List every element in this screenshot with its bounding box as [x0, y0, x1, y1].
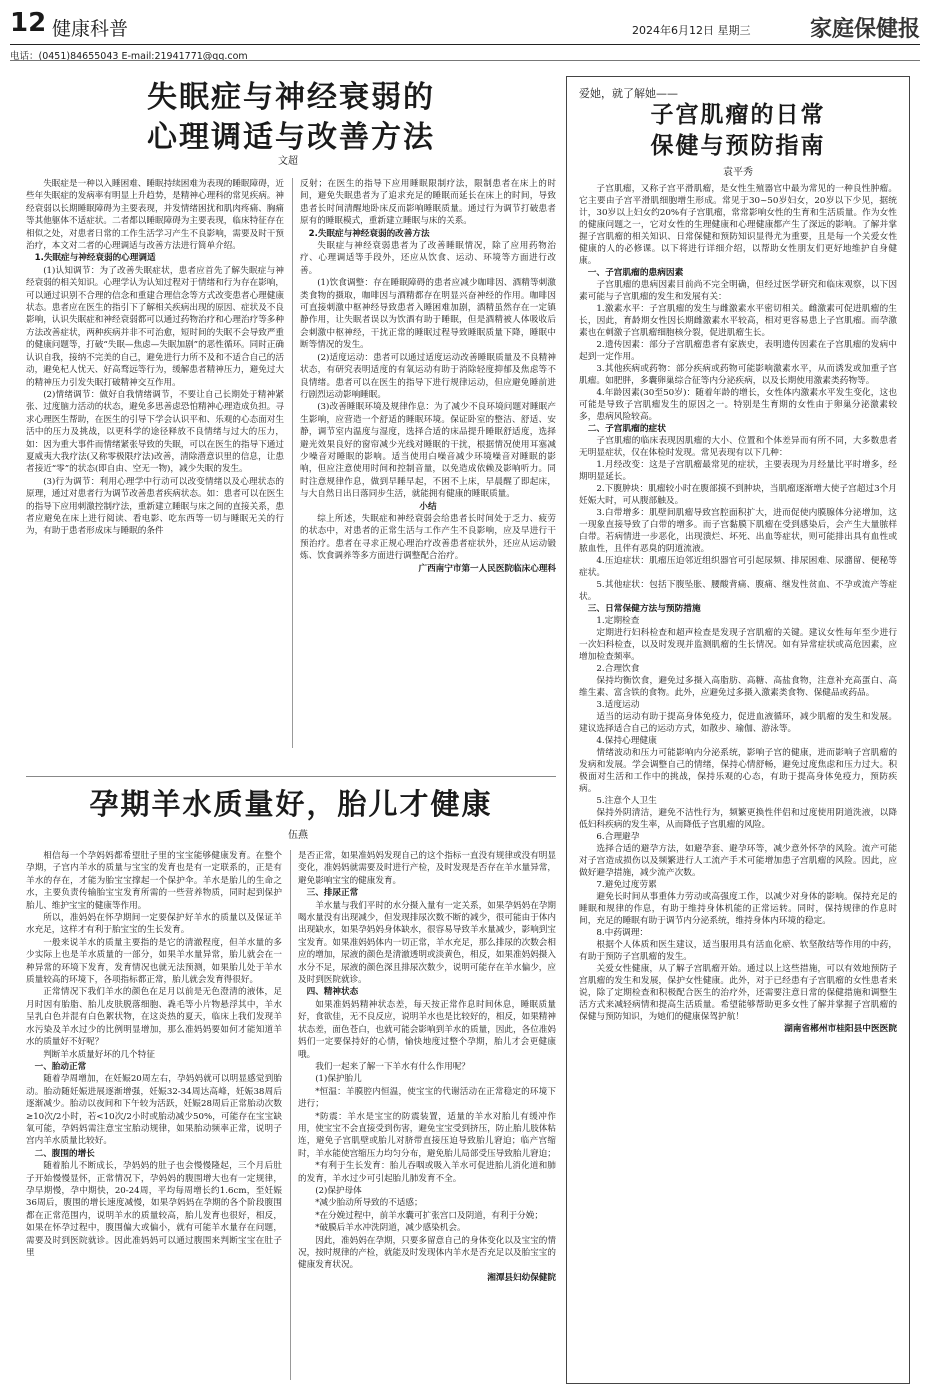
section-heading: 四、精神状态	[306, 987, 359, 998]
page-header	[10, 8, 920, 48]
paragraph: 5.注意个人卫生	[596, 796, 657, 806]
article-byline: 袁平秀	[723, 167, 753, 178]
paragraph: 所以，准妈妈在怀孕期间一定要保护好羊水的质量以及保证羊水充足，这样才有利于胎宝宝的生长发育。	[26, 913, 282, 936]
contact-line: 电话：(0451)84655043 E-mail:21941771@qq.com	[10, 51, 248, 62]
paragraph: 失眠症与神经衰弱患者为了改善睡眠情况，除了应用药物治疗、心理调适等手段外，还应从饮食、运动、环境等方面进行改善。	[300, 241, 556, 276]
section-heading: 一、胎动正常	[34, 1061, 87, 1072]
contact-rule	[10, 60, 920, 61]
paragraph: 因此，准妈妈在孕期，只要多留意自己的身体变化以及宝宝的情况，按时规律的产检，就能及时发现体内羊水是否充足以及胎宝宝的健康发育状况。	[298, 1235, 556, 1271]
section-name: 健康科普	[52, 18, 129, 40]
section-heading: 2.失眠症与神经衰弱的改善方法	[308, 228, 430, 239]
paragraph: 子宫肌瘤的临床表现因肌瘤的大小、位置和个体差异而有所不同，大多数患者无明显症状，仅在体检时发现。常见表现有以下几种：	[579, 436, 897, 458]
paragraph: 随着孕周增加，在妊娠20周左右，孕妈妈就可以明显感觉到胎动。胎动随妊娠进展逐渐增强，妊娠32-34周达高峰，妊娠38周后逐渐减少。胎动以夜间和下午较为活跃，妊娠28周后正常胎动次数≥10次/2小时，若<10次/2小时或胎动减少50%，可能存在宝宝缺氧可能，孕妈妈需注意宝宝胎动规律，如果胎动频率正常，说明子宫内羊水质量比较好。	[26, 1074, 282, 1147]
paragraph: 1.月经改变：这是子宫肌瘤最常见的症状，主要表现为月经量比平时增多，经期明显延长。	[579, 460, 897, 482]
paragraph: 如果准妈妈精神状态差，每天按正常作息时间休息，睡眠质量好，食欲佳，无不良反应，说明羊水也是比较好的，相反，如果精神状态差，面色苍白，也就可能会影响到羊水的质量，因此，各位准妈妈们一定要保持好的心情，愉快地度过整个孕期，胎儿才会更健康哦。	[298, 999, 556, 1060]
paragraph: 适当的运动有助于提高身体免疫力，促进血液循环，减少肌瘤的发生和发展。建议选择适合自己的运动方式，如散步、瑜伽、游泳等。	[579, 712, 897, 734]
article-columns	[26, 850, 556, 1384]
paragraph: 子宫肌瘤，又称子宫平滑肌瘤，是女性生殖器官中最为常见的一种良性肿瘤。它主要由子宫平滑肌细胞增生形成。常见于30~50岁妇女，20岁以下少见，据统计，30岁以上妇女约20%有子宫肌瘤，常常影响女性的生育和生活质量。作为女性的健康问题之一，它对女性的生理健康和心理健康都产生了深远的影响。了解并掌握子宫肌瘤的相关知识、日常保健和预防知识显得尤为重要，且是每一个关爱女性健康的人的必修课。以下将进行详细介绍，以帮助女性朋友们更好地维护自身健康。	[579, 184, 897, 266]
column-left	[26, 850, 282, 1384]
paragraph: 2.遗传因素：部分子宫肌瘤患者有家族史，表明遗传因素在子宫肌瘤的发病中起到一定作用。	[579, 340, 897, 362]
article-separator	[26, 776, 556, 777]
paragraph: 子宫肌瘤的患病因素目前尚不完全明确，但经过医学研究和临床观察，以下因素可能与子宫肌瘤的发生和发展有关：	[579, 280, 897, 302]
article-insomnia	[26, 74, 556, 764]
paragraph: (1)饮食调整：存在睡眠障碍的患者应减少咖啡因、酒精等刺激类食物的摄取，咖啡因与酒精都存在明显兴奋神经的作用。咖啡因可直接刺激中枢神经导致患者入睡困难加剧，酒精虽然存在一定镇静作用，让失眠者误以为饮酒有助于睡眠，但是酒精被人体吸收后会刺激中枢神经，干扰正常的睡眠过程导致睡眠质量下降，睡眠中断等情况的发生。	[300, 278, 556, 351]
section-heading: 三、排尿正常	[306, 888, 359, 899]
paragraph: 2.合理饮食	[596, 664, 640, 674]
column-right	[298, 850, 556, 1384]
paragraph: *有利于生长发育：胎儿吞咽或吸入羊水可促进胎儿消化道和肺的发育，羊水过少可引起胎儿肺发育不全。	[298, 1161, 556, 1184]
paragraph: (2)情绪调节：做好自我情绪调节，不要让自己长期处于精神紧张、过度脑力活动的状态，避免多思善虑恐怕精神心理造成负担。寻求心理医生帮助，在医生的引导下学会认识平和、乐观的心态面对生活中的压力及挑战，以更科学的途径释放不良情绪与过大的压力，如：因为重大事件而情绪紧张导致的失眠，可以在医生的指导下通过夏威夷大我疗法(又称零极限疗法)改善，清除潜意识里的信息，让患者接近“零”的状态(即自由、空无一物)，减少失眠的发生。	[26, 389, 284, 475]
paragraph: 定期进行妇科检查和超声检查是发现子宫肌瘤的关键。建议女性每年至少进行一次妇科检查，以及时发现并监测肌瘤的生长情况。如有异常症状或高危因素，应增加检查频率。	[579, 628, 897, 662]
subsection-heading: 小结	[419, 501, 437, 512]
paragraph: *在分娩过程中，前羊水囊可扩张宫口及阴道，有利于分娩；	[315, 1210, 543, 1221]
paragraph: (1)保护胎儿	[315, 1074, 362, 1085]
paragraph: 1.激素水平：子宫肌瘤的发生与雌激素水平密切相关。雌激素可促进肌瘤的生长，因此，育龄期女性因长期雌激素水平较高，相对更容易患上子宫肌瘤。而孕激素也在刺激子宫肌瘤细胞核分裂，促进肌瘤生长。	[579, 304, 897, 338]
paragraph: 判断羊水质量好坏的几个特征	[43, 1049, 155, 1060]
section-heading: 二、子宫肌瘤的症状	[587, 424, 666, 434]
paragraph: 7.避免过度劳累	[596, 880, 657, 890]
paragraph: 相信每一个孕妈妈都希望肚子里的宝宝能够健康发育。在整个孕期，子宫内羊水的质量与宝宝的发育也是有一定联系的，正是有羊水的存在，才能为胎宝宝撑起一个保护伞。羊水是胎儿的生命之水，主要负责传输胎宝宝发育所需的一些营养物质，同时起到保护胎儿、维护宝宝的健康等作用。	[26, 851, 282, 911]
paragraph: 保持外阴清洁，避免不洁性行为，频繁更换性伴侣和过度使用阴道洗液，以降低妇科疾病的发生率，从而降低子宫肌瘤的风险。	[579, 808, 897, 830]
source-credit: 广西南宁市第一人民医院临床心理科	[418, 563, 556, 574]
paragraph-continued: 是否正常，如果准妈妈发现自己的这个指标一直没有规律或没有明显变化，准妈妈就需要及时进行产检，及时发现是否存在羊水量异常，避免影响宝宝的健康发育。	[298, 851, 556, 886]
paragraph: (2)保护母体	[315, 1185, 362, 1196]
paragraph: 关爱女性健康，从了解子宫肌瘤开始。通过以上这些措施，可以有效地预防子宫肌瘤的发生和发展，保护女性健康。此外，对于已经患有子宫肌瘤的女性患者来说，除了定期检查和积极配合医生的治疗外，还需要注意日常的保健措施和调整生活方式来减轻病情和提高生活质量。希望能够帮助更多女性了解并掌握子宫肌瘤的保健与预防知识，为她们的健康保驾护航！	[579, 964, 897, 1022]
article-title	[26, 78, 556, 158]
article-uterine-fibroids	[566, 76, 910, 1384]
source-credit: 湘潭县妇幼保健院	[487, 1272, 556, 1283]
paragraph: 避免长时间从事重体力劳动或高强度工作，以减少对身体的影响。保持充足的睡眠和规律的作息，有助于维持身体机能的正常运转。同时，保持规律的作息时间，充足的睡眠有助于调节内分泌系统，维持身体内环境的稳定。	[579, 892, 897, 926]
section-heading: 一、子宫肌瘤的患病因素	[587, 268, 684, 278]
article-byline: 文超	[278, 156, 298, 167]
title-line: 保健与预防指南	[650, 132, 826, 159]
paragraph: *减少胎动所导致的不适感；	[315, 1198, 423, 1209]
paragraph: 2.下腹肿块：肌瘤较小时在腹部摸不到肿块，当肌瘤逐渐增大使子宫超过3个月妊娠大时，可从腹部触及。	[579, 484, 897, 506]
paragraph: 3.其他疾病或药物：部分疾病或药物可能影响激素水平，从而诱发或加重子宫肌瘤。如肥胖，多囊卵巢综合征等内分泌疾病，以及长期使用激素类药物等。	[579, 364, 897, 386]
column-right	[300, 178, 556, 758]
article-title: 孕期羊水质量好，胎儿才健康	[89, 787, 493, 821]
paragraph-continued: 反射；在医生的指导下应用睡眠限制疗法，限制患者在床上的时间，避免失眠患者为了追求充足的睡眠而延长在床上的时间，导致患者长时间清醒地卧床反而影响睡眠质量。通过行为调节打破患者原有的睡眠模式，重新建立睡眠与床的关系。	[300, 179, 556, 227]
paragraph: (3)行为调节：利用心理学中行动可以改变情绪以及心理状态的原理，通过对患者行为调节改善患者疾病状态。如：患者可以在医生的指导下应用刺激控制疗法，重新建立睡眠与床之间的直接关系，患者应避免在床上进行阅读、看电影、吃东西等一切与睡眠无关的行为，有助于患者形成床与睡眠的条件	[26, 476, 284, 537]
title-line: 失眠症与神经衰弱的	[147, 80, 435, 115]
paragraph: 8.中药调理：	[596, 928, 649, 938]
header-rule	[10, 44, 920, 45]
paragraph: (3)改善睡眠环境及规律作息：为了减少不良环境问题对睡眠产生影响，应营造一个舒适的睡眠环境。保证卧室的整洁、舒适、安静，调节室内温度与湿度，选择合适的床品提升睡眠舒适度，选择避光效果良好的窗帘减少光线对睡眠的干扰，根据情况使用耳塞减少噪音对睡眠的影响。适当使用白噪音减少环境噪音对睡眠的影响，但应注意使用时间和控制音量，以免造成依赖及影响听力。同时注意规律作息，做到早睡早起，不困不上床，早晨醒了即起床，与大自然日出日落同步生活，就能拥有健康的睡眠质量。	[300, 402, 556, 500]
article-columns	[26, 178, 556, 758]
column-divider	[292, 178, 293, 748]
paragraph: 正常情况下我们羊水的颜色在足月以前是无色澄清的液体，足月时因有胎脂、胎儿皮肤脱落细胞、毳毛等小片物悬浮其中，羊水呈乳白色并混有白色絮状物，在这炎热的夏天，临床上我们发现羊水污染及羊水过少的比例明显增加，那么准妈妈要如何才能知道羊水的质量好不好呢？	[26, 987, 282, 1048]
paragraph: 6.合理避孕	[596, 832, 640, 842]
section-heading: 1.失眠症与神经衰弱的心理调适	[34, 253, 156, 264]
paper-name: 家庭保健报	[809, 16, 920, 42]
article-kicker: 爱她，就了解她——	[579, 87, 678, 100]
paragraph: 随着胎儿不断成长，孕妈妈的肚子也会慢慢隆起，三个月后肚子开始慢慢显怀，正常情况下，孕妈妈的腹围增大也有一定规律，孕早期慢，孕中期快，20-24周，平均每周增长约1.6cm，至妊娠36周后，腹围的增长速度减慢，如果孕妈妈在孕期的各个阶段腹围都在正常范围内，说明羊水的质量较高，胎儿发育也很好，相反，如果在怀孕过程中，腹围偏大或偏小，就有可能羊水量存在问题，需要及时到医院就诊。因此准妈妈可以通过腹围来判断宝宝在肚子里	[26, 1161, 282, 1258]
paragraph: 综上所述，失眠症和神经衰弱会给患者长时间处于乏力、疲劳的状态中，对患者的正常生活与工作产生不良影响，应及早进行干预治疗。患者在寻求正规心理治疗改善患者症状外，还应从运动锻炼、饮食调养等多方面进行调整配合治疗。	[300, 513, 556, 562]
article-body	[579, 183, 897, 1377]
paragraph: 4.压迫症状：肌瘤压迫邻近组织器官可引起尿频、排尿困难、尿潴留、便秘等症状。	[579, 556, 897, 578]
paragraph: 4.保持心理健康	[596, 736, 657, 746]
column-divider	[290, 850, 291, 1380]
paragraph: 失眠症是一种以入睡困难、睡眠持续困难为表现的睡眠障碍，近些年失眠症的发病率有明显上升趋势，是精神心理科的常见疾病。神经衰弱以长期睡眠障碍为主要表现，并发情绪困扰和肌肉疼痛、胸痛等其他躯体不适症状。二者都以睡眠障碍为主要表现，临床特征存在相似之处，对患者日常的工作生活学习产生不良影响，需要及时干预治疗，本文对二者的心理调适与改善方法进行简单介绍。	[26, 179, 284, 252]
paragraph: 3.适度运动	[596, 700, 640, 710]
title-line: 子宫肌瘤的日常	[650, 101, 826, 128]
paragraph: 4.年龄因素(30至50岁)：随着年龄的增长，女性体内激素水平发生变化，这也可能是导致子宫肌瘤发生的原因之一。特别是生育期的女性由于卵巢分泌激素较多，患病风险较高。	[579, 388, 897, 422]
column-left	[26, 178, 284, 758]
article-byline: 伍燕	[288, 830, 308, 841]
article-title	[567, 99, 909, 161]
paragraph: 1.定期检查	[596, 616, 640, 626]
paragraph: *防震：羊水是宝宝的防震装置，适量的羊水对胎儿有缓冲作用，使宝宝不会直接受到伤害，避免宝宝受到挤压，防止胎儿肢体粘连，避免子宫肌壁或胎儿对脐带直接压迫导致胎儿窘迫；临产宫缩时，羊水能使宫缩压力均匀分布，避免胎儿局部受压导致胎儿窘迫；	[298, 1111, 556, 1159]
article-amniotic-fluid	[26, 784, 556, 1384]
paragraph: 3.白带增多：肌壁间肌瘤导致宫腔面积扩大，进而促使内膜腺体分泌增加，这一现象直接导致了白带的增多。而子宫黏膜下肌瘤在受到感染后，会产生大量脓样白带。若病情进一步恶化，出现溃烂、坏死、出血等症状，则可能排出具有血性或脓血性，且伴有恶臭的阴道流液。	[579, 508, 897, 554]
section-heading: 三、日常保健方法与预防措施	[587, 604, 701, 614]
paragraph: *破膜后羊水冲洗阴道，减少感染机会。	[315, 1223, 466, 1234]
source-credit: 湖南省郴州市桂阳县中医医院	[784, 1024, 897, 1034]
paragraph: *恒温：羊膜腔内恒温，使宝宝的代谢活动在正常稳定的环境下进行；	[298, 1086, 556, 1110]
paragraph: 羊水量与我们平时的水分摄入量有一定关系，如果孕妈妈在孕期喝水量没有出现减少，但发现排尿次数不断的减少，很可能由于体内出现缺水，如果孕妈妈身体缺水，很容易导致羊水量减少，影响到宝宝发育。如果准妈妈体内一切正常，羊水充足，那么排尿的次数会相应的增加，尿液的颜色是清澈透明或淡黄色，相反，如果准妈妈摄入水分不足，尿液的颜色深且排尿次数少，说明可能存在羊水偏少，应及时到医院就诊。	[298, 900, 556, 986]
paragraph: 情绪波动和压力可能影响内分泌系统，影响子宫的健康，进而影响子宫肌瘤的发病和发展。学会调整自己的情绪，保持心情舒畅，避免过度焦虑和压力过大。积极面对生活和工作中的挑战，保持乐观的心态，有助于提高身体免疫力，预防疾病。	[579, 748, 897, 794]
issue-date: 2024年6月12日 星期三	[632, 24, 751, 37]
paragraph: (2)适度运动：患者可以通过适度运动改善睡眠质量及不良精神状态，有研究表明适度的有氧运动有助于消除轻度抑郁及焦虑等不良情绪。患者可以在医生的指导下进行规律运动，但应避免睡前进行剧烈运动影响睡眠。	[300, 352, 556, 400]
paragraph: 我们一起来了解一下羊水有什么作用呢？	[315, 1061, 470, 1072]
paragraph: 5.其他症状：包括下腹坠胀、腰酸背痛、腹痛、继发性贫血、不孕或流产等症状。	[579, 580, 897, 602]
paragraph: 保持均衡饮食，避免过多摄入高脂肪、高糖、高盐食物，注意补充高蛋白、高维生素、富含铁的食物。此外，应避免过多摄入激素类食物、保健品或药品。	[579, 676, 897, 698]
paragraph: 选择合适的避孕方法，如避孕套、避孕环等，减少意外怀孕的风险。流产可能对子宫造成损伤以及频繁进行人工流产手术可能增加患子宫肌瘤的风险。因此，应做好避孕措施，减少流产次数。	[579, 844, 897, 878]
page-number: 12	[10, 8, 47, 38]
paragraph: (1)认知调节：为了改善失眠症状，患者应首先了解失眠症与神经衰弱的相关知识。心理学认为认知过程对于情绪和行为存在影响，可以通过识别不合理的信念和重建合理信念等方式改变患者心理健康状态。患者应在医生的指引下了解相关疾病出现的原因、症状及不良影响，认识失眠症和神经衰弱都可以通过药物治疗和心理治疗等多种方法改善症状，两种疾病并非不可治愈，短时间的失眠不会导致严重的健康问题等，打破“失眠—焦虑—失眠加剧”的恶性循环。同时正确认识自我，接纳不完美的自己，避免进行力所不及和不适合自己的活动，避免杞人忧天、好高骛远等行为，缓解患者精神压力，避免过大的精神压力引发失眠打破精神交互作用。	[26, 265, 284, 388]
paragraph: 一般来说羊水的质量主要指的是它的清澈程度，但羊水量的多少实际上也是羊水质量的一部分，如果羊水量异常，胎儿就会在一种异常的环境下发育，发育情况也就无法预测，如果胎儿处于羊水质量较高的环境下，各项指标都正常，胎儿就会发育得很好。	[26, 937, 282, 986]
paragraph: 根据个人体质和医生建议，适当服用具有活血化瘀、软坚散结等作用的中药，有助于预防子宫肌瘤的发生。	[579, 940, 897, 962]
title-line: 心理调适与改善方法	[147, 120, 435, 155]
section-heading: 二、腹围的增长	[34, 1148, 95, 1159]
